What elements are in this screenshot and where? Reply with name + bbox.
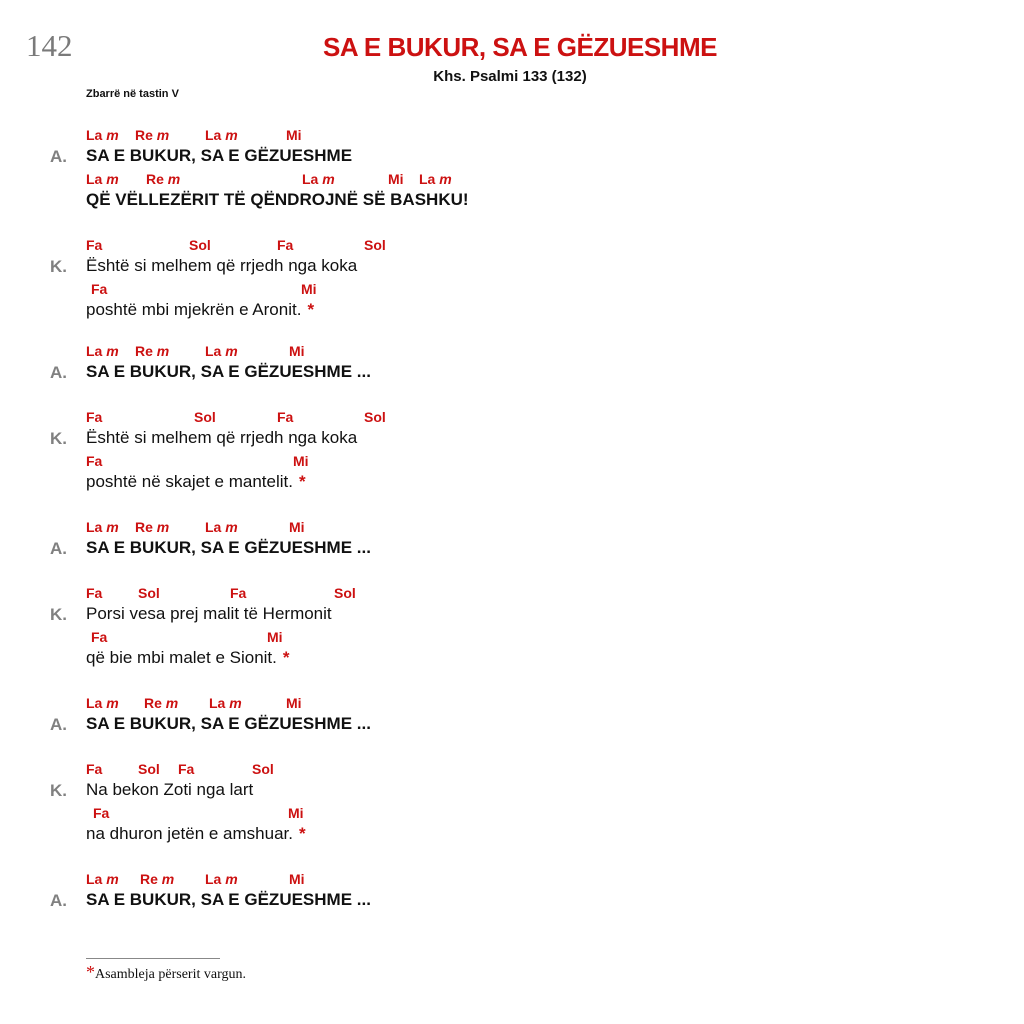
chord-mi: Mi <box>289 343 305 359</box>
chord-fa: Fa <box>91 281 108 297</box>
antiphon-marker: A. <box>50 539 67 558</box>
chord-mi: Mi <box>289 871 305 887</box>
antiphon-marker: A. <box>50 891 67 910</box>
page-number: 142 <box>26 28 73 63</box>
chord-la-minor: La m <box>205 871 238 887</box>
chord-mi: Mi <box>267 629 283 645</box>
chord-la-minor: La m <box>86 343 119 359</box>
chord-mi: Mi <box>286 127 302 143</box>
song-subtitle: Khs. Psalmi 133 (132) <box>433 68 587 85</box>
chord-fa: Fa <box>93 805 110 821</box>
repeat-asterisk: * <box>298 472 306 491</box>
lyric-text: SA E BUKUR, SA E GËZUESHME <box>86 146 353 165</box>
lyric-text: poshtë në skajet e mantelit. * <box>86 472 306 491</box>
chord-mi: Mi <box>286 695 302 711</box>
lyric-text: Është si melhem që rrjedh nga koka <box>86 428 358 447</box>
footnote-text: Asambleja përserit vargun. <box>95 967 246 982</box>
chord-fa: Fa <box>277 409 294 425</box>
chord-mi: Mi <box>293 453 309 469</box>
chord-la-minor: La m <box>86 519 119 535</box>
cantor-marker: K. <box>50 429 67 448</box>
lyric-text: Është si melhem që rrjedh nga koka <box>86 256 358 275</box>
chord-re-minor: Re m <box>144 695 179 711</box>
footnote-asterisk: * <box>86 962 95 982</box>
chord-fa: Fa <box>178 761 195 777</box>
chord-fa: Fa <box>86 761 103 777</box>
chord-sol: Sol <box>252 761 274 777</box>
lyric-text: SA E BUKUR, SA E GËZUESHME ... <box>86 890 371 909</box>
lyric-text: na dhuron jetën e amshuar. * <box>86 824 306 843</box>
cantor-marker: K. <box>50 781 67 800</box>
chord-sol: Sol <box>189 237 211 253</box>
chord-fa: Fa <box>86 585 103 601</box>
chord-sol: Sol <box>138 761 160 777</box>
chord-fa: Fa <box>277 237 294 253</box>
antiphon-marker: A. <box>50 147 67 166</box>
lyric-text: QË VËLLEZËRIT TË QËNDROJNË SË BASHKU! <box>86 190 469 209</box>
chord-fa: Fa <box>86 453 103 469</box>
chord-la-minor: La m <box>86 695 119 711</box>
cantor-marker: K. <box>50 257 67 276</box>
chord-la-minor: La m <box>205 127 238 143</box>
lyric-text: SA E BUKUR, SA E GËZUESHME ... <box>86 538 371 557</box>
chord-la-minor: La m <box>86 871 119 887</box>
repeat-asterisk: * <box>307 300 315 319</box>
chord-la-minor: La m <box>205 343 238 359</box>
repeat-asterisk: * <box>282 648 290 667</box>
antiphon-marker: A. <box>50 715 67 734</box>
chord-re-minor: Re m <box>135 343 170 359</box>
footnote <box>86 963 246 982</box>
chord-fa: Fa <box>91 629 108 645</box>
chord-mi: Mi <box>388 171 404 187</box>
chord-mi: Mi <box>288 805 304 821</box>
chord-sol: Sol <box>334 585 356 601</box>
chord-sol: Sol <box>364 409 386 425</box>
chord-sol: Sol <box>194 409 216 425</box>
chord-la-minor: La m <box>86 171 119 187</box>
chord-fa: Fa <box>86 409 103 425</box>
chord-mi: Mi <box>301 281 317 297</box>
lyric-text: Na bekon Zoti nga lart <box>86 780 254 799</box>
chord-mi: Mi <box>289 519 305 535</box>
chord-re-minor: Re m <box>146 171 181 187</box>
chord-sol: Sol <box>364 237 386 253</box>
chord-la-minor: La m <box>209 695 242 711</box>
song-title: SA E BUKUR, SA E GËZUESHME <box>323 32 717 62</box>
antiphon-marker: A. <box>50 363 67 382</box>
lyric-text: që bie mbi malet e Sionit. * <box>86 648 290 667</box>
lyric-text: SA E BUKUR, SA E GËZUESHME ... <box>86 362 371 381</box>
chord-fa: Fa <box>230 585 247 601</box>
chord-la-minor: La m <box>205 519 238 535</box>
lyric-text: poshtë mbi mjekrën e Aronit. * <box>86 300 315 319</box>
cantor-marker: K. <box>50 605 67 624</box>
chord-re-minor: Re m <box>135 127 170 143</box>
chord-re-minor: Re m <box>140 871 175 887</box>
lyric-text: SA E BUKUR, SA E GËZUESHME ... <box>86 714 371 733</box>
capo-note: Zbarrë në tastin V <box>86 88 179 100</box>
chord-la-minor: La m <box>419 171 452 187</box>
chord-fa: Fa <box>86 237 103 253</box>
chord-la-minor: La m <box>302 171 335 187</box>
chord-re-minor: Re m <box>135 519 170 535</box>
lyric-text: Porsi vesa prej malit të Hermonit <box>86 604 332 623</box>
chord-la-minor: La m <box>86 127 119 143</box>
footnote-divider <box>86 958 220 959</box>
chord-sol: Sol <box>138 585 160 601</box>
repeat-asterisk: * <box>298 824 306 843</box>
